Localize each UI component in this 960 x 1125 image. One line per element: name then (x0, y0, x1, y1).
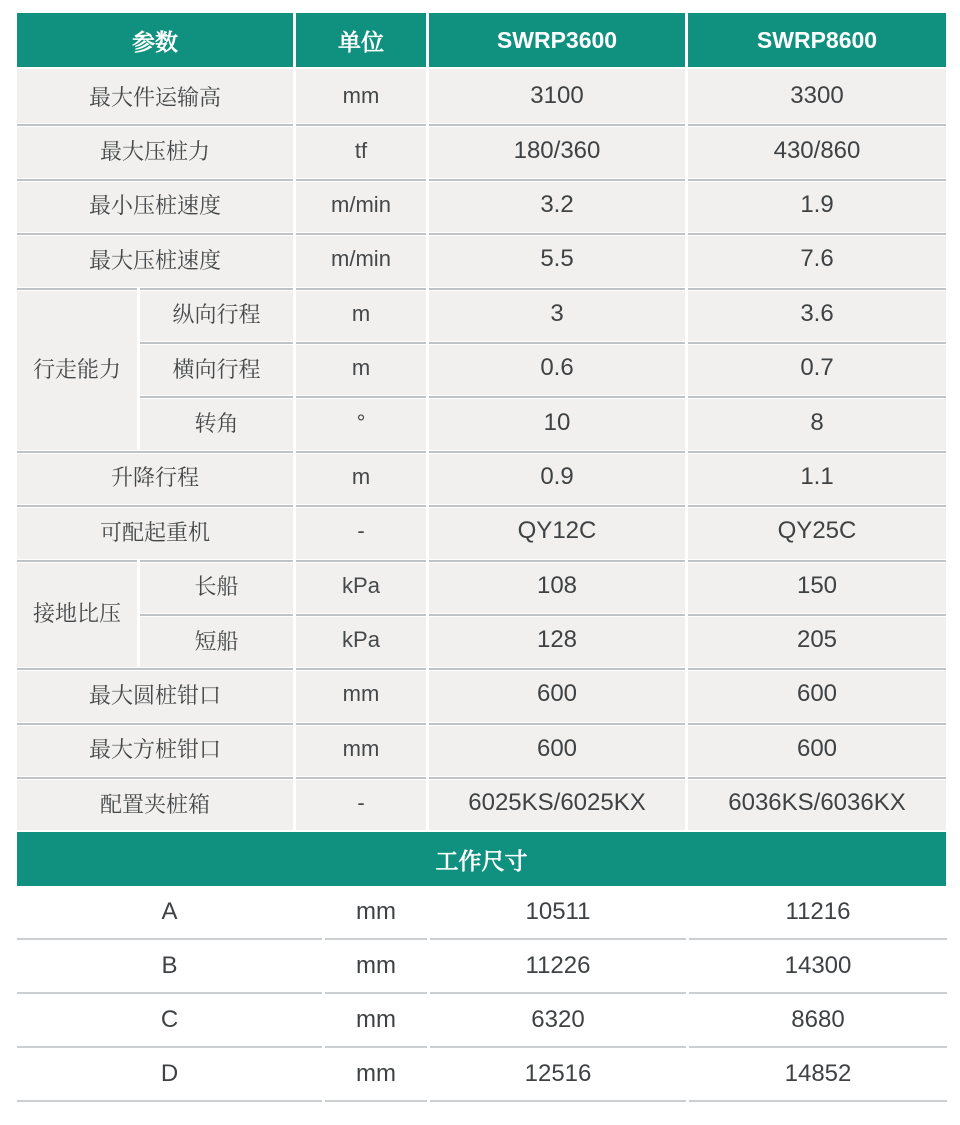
header-cell-model-swrp8600: SWRP8600 (688, 13, 946, 67)
row-press-force-unit: tf (296, 123, 426, 177)
group-ground-pressure-label: 接地比压 (17, 559, 137, 668)
row-max-speed-swrp8600: 7.6 (688, 232, 946, 286)
row-square-jaw-swrp8600: 600 (688, 722, 946, 776)
row-walking-lateral-unit: m (296, 341, 426, 395)
row-min-speed-label: 最小压桩速度 (17, 178, 293, 232)
row-transport-height-swrp3600: 3100 (429, 69, 685, 123)
row-crane-label: 可配起重机 (17, 504, 293, 558)
row-ground-short-boat-unit: kPa (296, 613, 426, 667)
dimension-row-b (17, 940, 946, 994)
row-transport-height-swrp8600: 3300 (688, 69, 946, 123)
row-press-force-swrp3600: 180/360 (429, 123, 685, 177)
header-cell-model-swrp3600: SWRP3600 (429, 13, 685, 67)
dim-a-swrp3600: 10511 (430, 886, 686, 940)
row-max-speed-swrp3600: 5.5 (429, 232, 685, 286)
row-max-speed-label: 最大压桩速度 (17, 232, 293, 286)
row-min-speed-swrp8600: 1.9 (688, 178, 946, 232)
row-walking-longitudinal-unit: m (296, 287, 426, 341)
row-clamp-box-swrp8600: 6036KS/6036KX (688, 776, 946, 830)
row-walking-lateral-swrp8600: 0.7 (688, 341, 946, 395)
dim-c-label: C (17, 994, 322, 1048)
row-min-speed-unit: m/min (296, 178, 426, 232)
row-walking-angle-label: 转角 (140, 395, 293, 449)
row-walking-longitudinal-swrp3600: 3 (429, 287, 685, 341)
row-lift-stroke-label: 升降行程 (17, 450, 293, 504)
dim-a-label: A (17, 886, 322, 940)
row-walking-angle-swrp8600: 8 (688, 395, 946, 449)
dimension-row-a (17, 886, 946, 940)
row-round-jaw-swrp3600: 600 (429, 667, 685, 721)
row-press-force-label: 最大压桩力 (17, 123, 293, 177)
dim-b-swrp3600: 11226 (430, 940, 686, 994)
dim-d-swrp3600: 12516 (430, 1048, 686, 1102)
row-crane-unit: - (296, 504, 426, 558)
row-square-jaw-unit: mm (296, 722, 426, 776)
row-round-jaw-swrp8600: 600 (688, 667, 946, 721)
row-lift-stroke-unit: m (296, 450, 426, 504)
header-cell-unit: 单位 (296, 13, 426, 67)
row-ground-short-boat-label: 短船 (140, 613, 293, 667)
row-walking-angle-unit: ° (296, 395, 426, 449)
header-cell-param: 参数 (17, 13, 293, 67)
row-square-jaw-swrp3600: 600 (429, 722, 685, 776)
dimension-row-d (17, 1048, 946, 1102)
row-crane-swrp8600: QY25C (688, 504, 946, 558)
row-transport-height-label: 最大件运输高 (17, 69, 293, 123)
row-walking-angle-swrp3600: 10 (429, 395, 685, 449)
dim-c-unit: mm (325, 994, 427, 1048)
row-ground-long-boat-swrp3600: 108 (429, 559, 685, 613)
dim-b-unit: mm (325, 940, 427, 994)
row-square-jaw-label: 最大方桩钳口 (17, 722, 293, 776)
row-walking-lateral-label: 横向行程 (140, 341, 293, 395)
row-ground-long-boat-unit: kPa (296, 559, 426, 613)
dimensions-table (17, 886, 946, 1102)
row-crane-swrp3600: QY12C (429, 504, 685, 558)
row-ground-short-boat-swrp3600: 128 (429, 613, 685, 667)
row-min-speed-swrp3600: 3.2 (429, 178, 685, 232)
row-ground-short-boat-swrp8600: 205 (688, 613, 946, 667)
dim-b-swrp8600: 14300 (689, 940, 947, 994)
dimension-row-c (17, 994, 946, 1048)
spec-body (17, 69, 946, 830)
row-round-jaw-label: 最大圆桩钳口 (17, 667, 293, 721)
dim-d-unit: mm (325, 1048, 427, 1102)
spec-header-row (17, 13, 946, 67)
spec-table (17, 13, 946, 1102)
row-press-force-swrp8600: 430/860 (688, 123, 946, 177)
row-clamp-box-label: 配置夹桩箱 (17, 776, 293, 830)
row-walking-lateral-swrp3600: 0.6 (429, 341, 685, 395)
row-lift-stroke-swrp3600: 0.9 (429, 450, 685, 504)
dim-c-swrp3600: 6320 (430, 994, 686, 1048)
row-ground-long-boat-label: 长船 (140, 559, 293, 613)
dim-b-label: B (17, 940, 322, 994)
row-max-speed-unit: m/min (296, 232, 426, 286)
row-ground-long-boat-swrp8600: 150 (688, 559, 946, 613)
dim-a-swrp8600: 11216 (689, 886, 947, 940)
row-transport-height-unit: mm (296, 69, 426, 123)
working-dimensions-header: 工作尺寸 (17, 832, 946, 886)
row-clamp-box-unit: - (296, 776, 426, 830)
row-clamp-box-swrp3600: 6025KS/6025KX (429, 776, 685, 830)
dim-d-swrp8600: 14852 (689, 1048, 947, 1102)
dim-c-swrp8600: 8680 (689, 994, 947, 1048)
dim-a-unit: mm (325, 886, 427, 940)
row-walking-longitudinal-swrp8600: 3.6 (688, 287, 946, 341)
group-walking-label: 行走能力 (17, 287, 137, 450)
row-walking-longitudinal-label: 纵向行程 (140, 287, 293, 341)
row-lift-stroke-swrp8600: 1.1 (688, 450, 946, 504)
row-round-jaw-unit: mm (296, 667, 426, 721)
dim-d-label: D (17, 1048, 322, 1102)
